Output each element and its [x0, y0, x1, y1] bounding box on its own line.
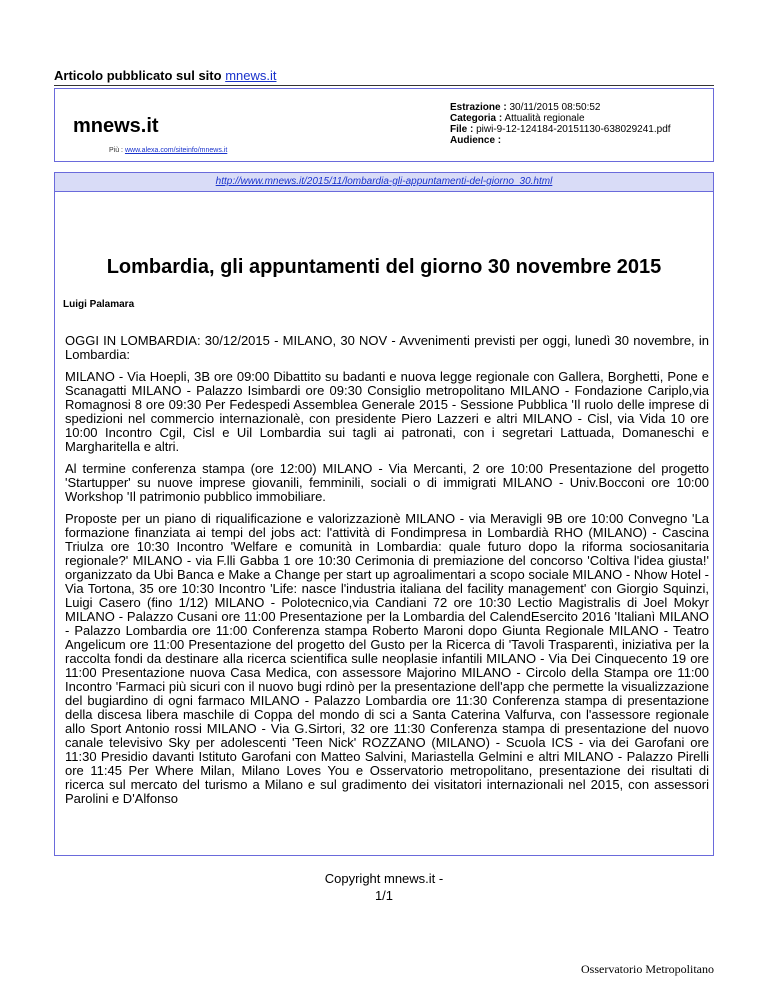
top-divider — [54, 85, 714, 86]
article-paragraph: Proposte per un piano di riqualificazione e valorizzazionè MILANO - via Meravigli 9B ore 10:00 Convegno 'La formazione finanziata ai tempi del jobs act: l'attività di Fondimpresa in Lombardià RHO (MILANO) - Cascina Triulza ore 10:30 Incontro 'Welfare e comunità in Lombardia: quale futuro dopo la riforma sociosanitaria regionale?' MILANO - via F.lli Gabba 1 ore 10:30 Cerimonia di premiazione del concorso 'Coltiva l'idea giusta!' organizzato da Ubi Banca e Make a Change per start up agroalimentari a scopo sociale MILANO - Nhow Hotel - Via Tortona, 35 ore 10:30 Incontro 'Life: nasce l'industria italiana del facility management' con Giorgio Squinzi, Luigi Casero (fino 1/12) MILANO - Polotecnico,via Candiani 72 ore 10:30 Lectio Magistralis di Joel Mokyr MILANO - Palazzo Cusani ore 11:00 Presentazione per la Lombardia del CalendEsercito 2016 'Italianì MILANO - Palazzo Lombardia ore 11:00 Conferenza stampa Roberto Maroni dopo Giunta Regionale MILANO - Teatro Angelicum ore 11:00 Presentazione del progetto del Gusto per la Ricerca di 'Tavoli Trasparentì, iniziativa per la raccolta fondi da destinare alla ricerca scientifica sulle neoplasie infantili MILANO - Via Dei Cinquecento 19 ore 11:00 Presentazione nuova Casa Medica, con assessore Majorino MILANO - Circolo della Stampa ore 11:00 Incontro 'Farmaci più sicuri con il nuovo bugi rdinò per la presentazione dell'app che permette la visualizzazione del bugiardino di ogni farmaco MILANO - Palazzo Lombardia ore 11:30 Conferenza stampa di presentazione della discesa libera maschile di Coppa del mondo di sci a Santa Caterina Valfurva, con l'assessore regionale allo Sport Antonio rossi MILANO - Via G.Sirtori, 32 ore 11:30 Conferenza stampa di presentazione del nuovo canale televisivo Sky per adolescenti 'Teen Nick' ROZZANO (MILANO) - Scuola ICS - via dei Garofani ore 11:30 Presidio davanti Istituto Garofani con Matteo Salvini, Mariastella Gelmini e altri MILANO - Palazzo Pirelli ore 11:45 Per Where Milan, Milano Loves You e Osservatorio metropolitano, presentazione dei risultati di ricerca sul mercato del turismo a Milano e sul gradimento dei visitatori internazionali nel 2015, con assessori Parolini e D'Alfonso — [65, 511, 709, 806]
footer-brand: Osservatorio Metropolitano — [581, 962, 714, 976]
article-url-bar — [54, 172, 714, 192]
site-link[interactable]: mnews.it — [225, 68, 277, 83]
copyright-notice — [0, 870, 768, 904]
article-title: Lombardia, gli appuntamenti del giorno 30 novembre 2015 — [106, 256, 662, 278]
copyright-line: Copyright mnews.it - — [324, 871, 444, 886]
meta-categoria: Categoria : Attualità regionale — [450, 113, 585, 124]
article-paragraph: OGGI IN LOMBARDIA: 30/12/2015 - MILANO, 30 NOV - Avvenimenti previsti per oggi, lunedì 30 novembre, in Lombardia: — [65, 333, 709, 362]
site-name: mnews.it — [73, 115, 159, 137]
article-body — [65, 334, 709, 814]
extraction-meta — [450, 102, 671, 146]
alexa-prefix: Più : — [109, 147, 125, 154]
meta-file: File : piwi-9-12-124184-20151130-638029241.pdf — [450, 124, 671, 135]
meta-audience: Audience : — [450, 135, 502, 146]
article-paragraph: Al termine conferenza stampa (ore 12:00) MILANO - Via Mercanti, 2 ore 10:00 Presentazione del progetto 'Startupper' su nuove imprese giovanili, femminili, sociali o di immigrati MILANO - Univ.Bocconi ore 10:00 Workshop 'Il patrimonio pubblico immobiliare. — [65, 461, 709, 504]
meta-estrazione: Estrazione : 30/11/2015 08:50:52 — [450, 102, 601, 113]
published-on-text: Articolo pubblicato sul sito — [54, 68, 222, 83]
article-author: Luigi Palamara — [63, 299, 135, 310]
alexa-info — [109, 147, 227, 154]
page-number: 1/1 — [374, 888, 394, 903]
article-paragraph: MILANO - Via Hoepli, 3B ore 09:00 Dibattito su badanti e nuova legge regionale con Gallera, Borghetti, Pone e Scanagatti MILANO - Palazzo Isimbardi ore 09:30 Consiglio metropolitano MILANO - Fondazione Cariplo,via Romagnosi 8 ore 09:30 Per Fedespedi Assemblea Generale 2015 - Sessione Pubblica 'Il ruolo delle imprese di spedizioni nel commercio internazionalè, con presidente Piero Lazzeri e altri MILANO - Cisl, via Vida 10 ore 10:00 Incontro Cgil, Cisl e Uil Lombardia sui tagli ai patronati, con i segretari Lattuada, Domaneschi e Margharitella e altri. — [65, 369, 709, 454]
published-on-label — [54, 68, 276, 83]
alexa-link[interactable]: www.alexa.com/siteinfo/mnews.it — [124, 147, 228, 154]
article-box — [54, 191, 714, 856]
article-url-link[interactable]: http://www.mnews.it/2015/11/lombardia-gli-appuntamenti-del-giorno_30.html — [215, 176, 553, 187]
header-box — [54, 88, 714, 162]
